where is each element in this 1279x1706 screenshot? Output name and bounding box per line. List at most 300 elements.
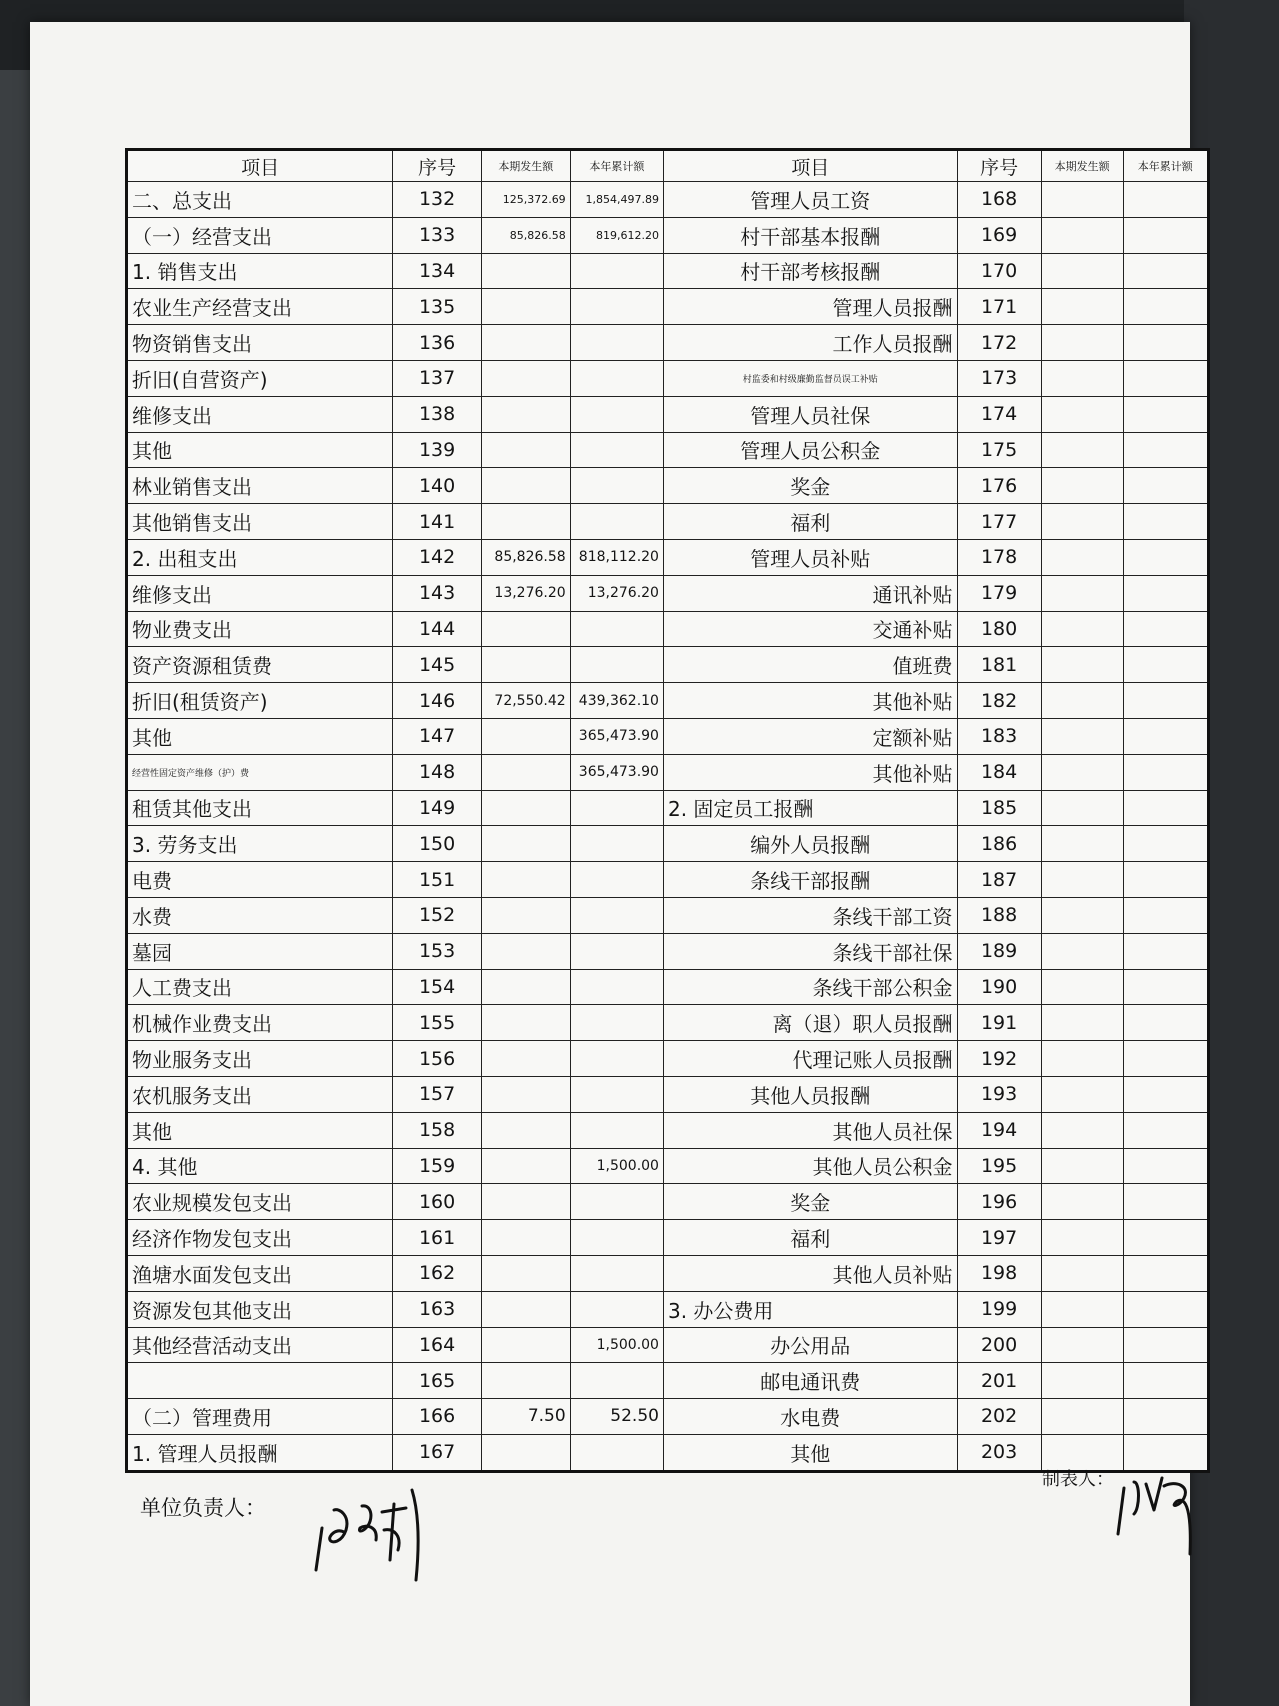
right-current-cell — [1041, 1291, 1123, 1327]
unit-head-signature — [310, 1470, 470, 1590]
left-ytd-cell — [570, 647, 663, 683]
right-current-cell — [1041, 360, 1123, 396]
header-no-right: 序号 — [957, 150, 1041, 182]
right-ytd-cell — [1123, 1041, 1208, 1077]
right-current-cell — [1041, 1184, 1123, 1220]
left-current-cell: 85,826.58 — [481, 539, 570, 575]
right-no-cell: 169 — [957, 217, 1041, 253]
right-ytd-cell — [1123, 217, 1208, 253]
right-item-cell: 管理人员报酬 — [663, 289, 957, 325]
right-item-cell: 2. 固定员工报酬 — [663, 790, 957, 826]
right-no-cell: 193 — [957, 1076, 1041, 1112]
table-row — [127, 504, 1209, 540]
left-no-cell: 152 — [393, 897, 482, 933]
left-current-cell — [481, 1363, 570, 1399]
left-ytd-cell: 819,612.20 — [570, 217, 663, 253]
right-item-cell: 奖金 — [663, 1184, 957, 1220]
right-no-cell: 202 — [957, 1399, 1041, 1435]
table-row — [127, 1363, 1209, 1399]
right-item-cell: 代理记账人员报酬 — [663, 1041, 957, 1077]
left-current-cell — [481, 754, 570, 790]
left-current-cell — [481, 325, 570, 361]
left-current-cell — [481, 790, 570, 826]
preparer-label: 制表人： — [1042, 1469, 1114, 1490]
right-ytd-cell — [1123, 360, 1208, 396]
left-no-cell: 135 — [393, 289, 482, 325]
left-no-cell: 141 — [393, 504, 482, 540]
right-no-cell: 186 — [957, 826, 1041, 862]
unit-head-label: 单位负责人： — [140, 1496, 266, 1520]
table-row — [127, 1291, 1209, 1327]
right-ytd-cell — [1123, 1255, 1208, 1291]
right-no-cell: 196 — [957, 1184, 1041, 1220]
left-current-cell — [481, 289, 570, 325]
left-item-cell: 租赁其他支出 — [127, 790, 393, 826]
left-current-cell — [481, 396, 570, 432]
left-ytd-cell — [570, 1005, 663, 1041]
right-ytd-cell — [1123, 611, 1208, 647]
left-ytd-cell: 1,854,497.89 — [570, 182, 663, 218]
table-row — [127, 897, 1209, 933]
left-ytd-cell: 818,112.20 — [570, 539, 663, 575]
left-current-cell: 85,826.58 — [481, 217, 570, 253]
header-ytd: 本年累计额 — [570, 150, 663, 182]
right-no-cell: 174 — [957, 396, 1041, 432]
right-no-cell: 184 — [957, 754, 1041, 790]
left-item-cell: 林业销售支出 — [127, 468, 393, 504]
left-current-cell — [481, 432, 570, 468]
right-current-cell — [1041, 325, 1123, 361]
table-header-row — [127, 150, 1209, 182]
table-row — [127, 253, 1209, 289]
right-item-cell: 福利 — [663, 1220, 957, 1256]
left-item-cell: 其他 — [127, 432, 393, 468]
left-current-cell — [481, 1291, 570, 1327]
left-ytd-cell — [570, 1184, 663, 1220]
table-row — [127, 862, 1209, 898]
left-no-cell: 163 — [393, 1291, 482, 1327]
left-no-cell: 151 — [393, 862, 482, 898]
left-item-cell: （二）管理费用 — [127, 1399, 393, 1435]
right-item-cell: 条线干部工资 — [663, 897, 957, 933]
expense-ledger-table — [125, 148, 1210, 1473]
right-ytd-cell — [1123, 826, 1208, 862]
left-item-cell: 4. 其他 — [127, 1148, 393, 1184]
right-no-cell: 172 — [957, 325, 1041, 361]
left-current-cell — [481, 1112, 570, 1148]
left-no-cell: 142 — [393, 539, 482, 575]
right-no-cell: 195 — [957, 1148, 1041, 1184]
left-ytd-cell — [570, 325, 663, 361]
left-ytd-cell — [570, 1076, 663, 1112]
left-no-cell: 164 — [393, 1327, 482, 1363]
right-current-cell — [1041, 933, 1123, 969]
left-ytd-cell — [570, 611, 663, 647]
right-ytd-cell — [1123, 683, 1208, 719]
left-ytd-cell: 52.50 — [570, 1399, 663, 1435]
right-no-cell: 197 — [957, 1220, 1041, 1256]
table-row — [127, 575, 1209, 611]
table-row — [127, 718, 1209, 754]
right-no-cell: 187 — [957, 862, 1041, 898]
table-row — [127, 432, 1209, 468]
right-current-cell — [1041, 1041, 1123, 1077]
right-item-cell: 福利 — [663, 504, 957, 540]
left-ytd-cell: 365,473.90 — [570, 718, 663, 754]
table-row — [127, 182, 1209, 218]
left-item-cell: 物业服务支出 — [127, 1041, 393, 1077]
table-row — [127, 933, 1209, 969]
left-item-cell: 二、总支出 — [127, 182, 393, 218]
right-item-cell: 其他人员社保 — [663, 1112, 957, 1148]
right-ytd-cell — [1123, 1184, 1208, 1220]
right-no-cell: 201 — [957, 1363, 1041, 1399]
left-item-cell: 水费 — [127, 897, 393, 933]
left-item-cell: 物业费支出 — [127, 611, 393, 647]
left-current-cell — [481, 1005, 570, 1041]
right-no-cell: 171 — [957, 289, 1041, 325]
right-no-cell: 168 — [957, 182, 1041, 218]
right-ytd-cell — [1123, 504, 1208, 540]
right-item-cell: 交通补贴 — [663, 611, 957, 647]
left-item-cell: 人工费支出 — [127, 969, 393, 1005]
left-no-cell: 153 — [393, 933, 482, 969]
left-ytd-cell — [570, 1112, 663, 1148]
left-ytd-cell: 365,473.90 — [570, 754, 663, 790]
table-row — [127, 754, 1209, 790]
left-ytd-cell: 1,500.00 — [570, 1327, 663, 1363]
preparer-signature — [1110, 1468, 1210, 1558]
right-current-cell — [1041, 1399, 1123, 1435]
right-ytd-cell — [1123, 1148, 1208, 1184]
left-no-cell: 150 — [393, 826, 482, 862]
left-no-cell: 156 — [393, 1041, 482, 1077]
right-current-cell — [1041, 1148, 1123, 1184]
left-no-cell: 157 — [393, 1076, 482, 1112]
right-no-cell: 179 — [957, 575, 1041, 611]
right-no-cell: 188 — [957, 897, 1041, 933]
right-current-cell — [1041, 611, 1123, 647]
right-item-cell: 通讯补贴 — [663, 575, 957, 611]
table-row — [127, 396, 1209, 432]
left-ytd-cell — [570, 969, 663, 1005]
right-current-cell — [1041, 1005, 1123, 1041]
left-no-cell: 137 — [393, 360, 482, 396]
right-ytd-cell — [1123, 575, 1208, 611]
left-no-cell: 158 — [393, 1112, 482, 1148]
right-item-cell: 3. 办公费用 — [663, 1291, 957, 1327]
right-current-cell — [1041, 1327, 1123, 1363]
right-current-cell — [1041, 718, 1123, 754]
left-no-cell: 144 — [393, 611, 482, 647]
right-current-cell — [1041, 897, 1123, 933]
right-current-cell — [1041, 1076, 1123, 1112]
right-no-cell: 194 — [957, 1112, 1041, 1148]
right-no-cell: 178 — [957, 539, 1041, 575]
right-ytd-cell — [1123, 1076, 1208, 1112]
left-current-cell — [481, 897, 570, 933]
left-current-cell — [481, 1184, 570, 1220]
left-item-cell: 维修支出 — [127, 396, 393, 432]
left-current-cell — [481, 1076, 570, 1112]
left-current-cell — [481, 862, 570, 898]
left-current-cell — [481, 1148, 570, 1184]
left-item-cell: 农业规模发包支出 — [127, 1184, 393, 1220]
right-no-cell: 198 — [957, 1255, 1041, 1291]
left-current-cell — [481, 1255, 570, 1291]
left-current-cell — [481, 1327, 570, 1363]
right-item-cell: 定额补贴 — [663, 718, 957, 754]
right-ytd-cell — [1123, 253, 1208, 289]
right-current-cell — [1041, 289, 1123, 325]
table-row — [127, 683, 1209, 719]
right-current-cell — [1041, 1112, 1123, 1148]
right-item-cell: 编外人员报酬 — [663, 826, 957, 862]
right-no-cell: 176 — [957, 468, 1041, 504]
left-no-cell: 147 — [393, 718, 482, 754]
right-current-cell — [1041, 969, 1123, 1005]
left-item-cell: 2. 出租支出 — [127, 539, 393, 575]
left-ytd-cell: 1,500.00 — [570, 1148, 663, 1184]
left-current-cell: 72,550.42 — [481, 683, 570, 719]
left-ytd-cell — [570, 1363, 663, 1399]
table-row — [127, 289, 1209, 325]
table-row — [127, 1148, 1209, 1184]
left-no-cell: 166 — [393, 1399, 482, 1435]
table-row — [127, 468, 1209, 504]
left-ytd-cell — [570, 897, 663, 933]
table-row — [127, 325, 1209, 361]
left-item-cell — [127, 1363, 393, 1399]
left-item-cell: 其他销售支出 — [127, 504, 393, 540]
left-no-cell: 159 — [393, 1148, 482, 1184]
right-current-cell — [1041, 862, 1123, 898]
left-item-cell: 电费 — [127, 862, 393, 898]
left-current-cell — [481, 969, 570, 1005]
left-item-cell: 折旧(租赁资产) — [127, 683, 393, 719]
header-current-right: 本期发生额 — [1041, 150, 1123, 182]
right-current-cell — [1041, 683, 1123, 719]
right-item-cell: 管理人员工资 — [663, 182, 957, 218]
right-no-cell: 175 — [957, 432, 1041, 468]
right-item-cell: 其他人员公积金 — [663, 1148, 957, 1184]
right-item-cell: 村干部考核报酬 — [663, 253, 957, 289]
left-no-cell: 140 — [393, 468, 482, 504]
right-ytd-cell — [1123, 1005, 1208, 1041]
left-ytd-cell — [570, 468, 663, 504]
left-current-cell — [481, 504, 570, 540]
left-no-cell: 161 — [393, 1220, 482, 1256]
left-current-cell — [481, 611, 570, 647]
left-current-cell — [481, 360, 570, 396]
right-no-cell: 190 — [957, 969, 1041, 1005]
right-current-cell — [1041, 468, 1123, 504]
right-no-cell: 189 — [957, 933, 1041, 969]
left-no-cell: 132 — [393, 182, 482, 218]
right-ytd-cell — [1123, 754, 1208, 790]
left-item-cell: 经营性固定资产维修（护）费 — [127, 754, 393, 790]
left-no-cell: 165 — [393, 1363, 482, 1399]
table-row — [127, 611, 1209, 647]
left-item-cell: 渔塘水面发包支出 — [127, 1255, 393, 1291]
table-row — [127, 217, 1209, 253]
left-current-cell — [481, 1220, 570, 1256]
left-current-cell — [481, 826, 570, 862]
right-item-cell: 管理人员补贴 — [663, 539, 957, 575]
right-current-cell — [1041, 1220, 1123, 1256]
table-row — [127, 1076, 1209, 1112]
right-item-cell: 其他人员报酬 — [663, 1076, 957, 1112]
right-no-cell: 200 — [957, 1327, 1041, 1363]
left-ytd-cell: 439,362.10 — [570, 683, 663, 719]
left-item-cell: 折旧(自营资产) — [127, 360, 393, 396]
left-current-cell — [481, 1041, 570, 1077]
left-ytd-cell: 13,276.20 — [570, 575, 663, 611]
left-item-cell: 维修支出 — [127, 575, 393, 611]
right-item-cell: 管理人员公积金 — [663, 432, 957, 468]
left-no-cell: 139 — [393, 432, 482, 468]
right-ytd-cell — [1123, 1327, 1208, 1363]
right-ytd-cell — [1123, 862, 1208, 898]
right-ytd-cell — [1123, 897, 1208, 933]
right-current-cell — [1041, 504, 1123, 540]
right-ytd-cell — [1123, 790, 1208, 826]
table-row — [127, 1327, 1209, 1363]
right-no-cell: 173 — [957, 360, 1041, 396]
left-item-cell: 机械作业费支出 — [127, 1005, 393, 1041]
right-no-cell: 170 — [957, 253, 1041, 289]
right-current-cell — [1041, 647, 1123, 683]
right-item-cell: 其他补贴 — [663, 683, 957, 719]
left-ytd-cell — [570, 396, 663, 432]
right-current-cell — [1041, 1255, 1123, 1291]
left-no-cell: 138 — [393, 396, 482, 432]
left-current-cell: 125,372.69 — [481, 182, 570, 218]
table-row — [127, 647, 1209, 683]
right-item-cell: 值班费 — [663, 647, 957, 683]
table-row — [127, 1184, 1209, 1220]
right-no-cell: 182 — [957, 683, 1041, 719]
left-current-cell — [481, 933, 570, 969]
right-no-cell: 177 — [957, 504, 1041, 540]
left-no-cell: 145 — [393, 647, 482, 683]
right-ytd-cell — [1123, 182, 1208, 218]
right-ytd-cell — [1123, 432, 1208, 468]
header-item-right: 项目 — [663, 150, 957, 182]
right-ytd-cell — [1123, 1363, 1208, 1399]
left-ytd-cell — [570, 1434, 663, 1471]
left-item-cell: 资产资源租赁费 — [127, 647, 393, 683]
table-row — [127, 1255, 1209, 1291]
left-ytd-cell — [570, 790, 663, 826]
left-ytd-cell — [570, 1220, 663, 1256]
right-ytd-cell — [1123, 1399, 1208, 1435]
right-no-cell: 203 — [957, 1434, 1041, 1471]
table-row — [127, 360, 1209, 396]
left-item-cell: 其他 — [127, 1112, 393, 1148]
right-ytd-cell — [1123, 969, 1208, 1005]
right-item-cell: 条线干部社保 — [663, 933, 957, 969]
left-item-cell: 3. 劳务支出 — [127, 826, 393, 862]
table-row — [127, 969, 1209, 1005]
table-row — [127, 1005, 1209, 1041]
left-no-cell: 143 — [393, 575, 482, 611]
table-row — [127, 826, 1209, 862]
right-item-cell: 其他人员补贴 — [663, 1255, 957, 1291]
left-no-cell: 133 — [393, 217, 482, 253]
left-current-cell — [481, 253, 570, 289]
table-row — [127, 1041, 1209, 1077]
right-item-cell: 管理人员社保 — [663, 396, 957, 432]
left-current-cell — [481, 647, 570, 683]
table-row — [127, 1112, 1209, 1148]
left-item-cell: 经济作物发包支出 — [127, 1220, 393, 1256]
right-ytd-cell — [1123, 1434, 1208, 1471]
left-no-cell: 155 — [393, 1005, 482, 1041]
left-item-cell: 1. 管理人员报酬 — [127, 1434, 393, 1471]
left-current-cell — [481, 718, 570, 754]
left-ytd-cell — [570, 289, 663, 325]
left-no-cell: 154 — [393, 969, 482, 1005]
left-current-cell: 7.50 — [481, 1399, 570, 1435]
right-item-cell: 奖金 — [663, 468, 957, 504]
header-current: 本期发生额 — [481, 150, 570, 182]
left-no-cell: 162 — [393, 1255, 482, 1291]
left-no-cell: 160 — [393, 1184, 482, 1220]
right-no-cell: 192 — [957, 1041, 1041, 1077]
right-current-cell — [1041, 396, 1123, 432]
table-row — [127, 1220, 1209, 1256]
right-item-cell: 条线干部公积金 — [663, 969, 957, 1005]
right-item-cell: 条线干部报酬 — [663, 862, 957, 898]
right-item-cell: 其他补贴 — [663, 754, 957, 790]
right-no-cell: 185 — [957, 790, 1041, 826]
right-ytd-cell — [1123, 1112, 1208, 1148]
right-ytd-cell — [1123, 1291, 1208, 1327]
header-ytd-right: 本年累计额 — [1123, 150, 1208, 182]
left-item-cell: （一）经营支出 — [127, 217, 393, 253]
right-ytd-cell — [1123, 289, 1208, 325]
right-item-cell: 邮电通讯费 — [663, 1363, 957, 1399]
right-current-cell — [1041, 790, 1123, 826]
left-no-cell: 134 — [393, 253, 482, 289]
right-item-cell: 办公用品 — [663, 1327, 957, 1363]
table-row — [127, 1399, 1209, 1435]
right-no-cell: 199 — [957, 1291, 1041, 1327]
left-item-cell: 其他 — [127, 718, 393, 754]
right-no-cell: 180 — [957, 611, 1041, 647]
right-item-cell: 村干部基本报酬 — [663, 217, 957, 253]
right-ytd-cell — [1123, 468, 1208, 504]
left-current-cell — [481, 1434, 570, 1471]
left-ytd-cell — [570, 933, 663, 969]
right-current-cell — [1041, 826, 1123, 862]
right-ytd-cell — [1123, 647, 1208, 683]
right-no-cell: 191 — [957, 1005, 1041, 1041]
left-ytd-cell — [570, 432, 663, 468]
right-current-cell — [1041, 432, 1123, 468]
table-row — [127, 790, 1209, 826]
right-no-cell: 181 — [957, 647, 1041, 683]
right-current-cell — [1041, 182, 1123, 218]
left-ytd-cell — [570, 826, 663, 862]
left-current-cell — [481, 468, 570, 504]
right-item-cell: 工作人员报酬 — [663, 325, 957, 361]
right-current-cell — [1041, 754, 1123, 790]
left-no-cell: 136 — [393, 325, 482, 361]
right-item-cell: 村监委和村级廉勤监督员误工补贴 — [663, 360, 957, 396]
left-no-cell: 149 — [393, 790, 482, 826]
